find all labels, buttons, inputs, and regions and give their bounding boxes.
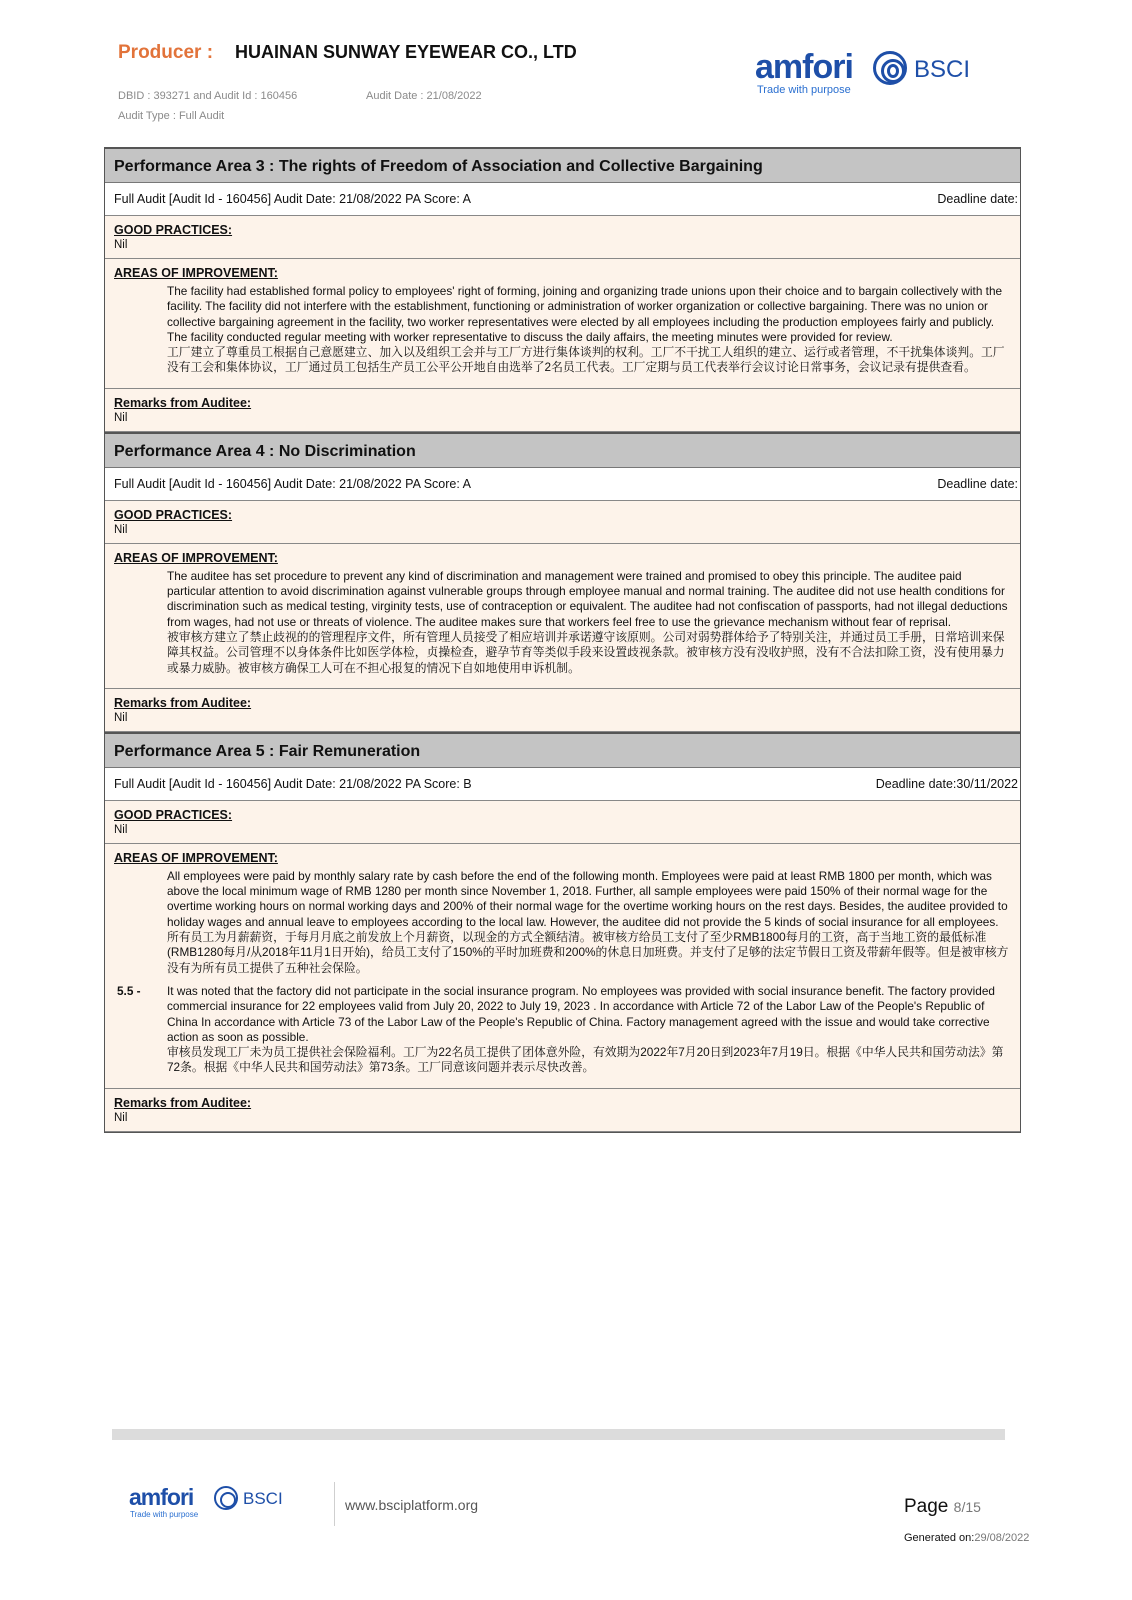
pa4-improvement-en: The auditee has set procedure to prevent any kind of discrimination and management were trained and promised to obey this principle. The auditee paid particular attention to avoid discrimination against vulnerable groups through employee manual and normal training. The auditee did not use health conditions for discrimination such as medical testing, virginity tests, use of contraception or equivalent. The auditee had not confiscation of passports, had not illegal deductions from wages, had not use or threats of violence. The auditee makes sure that workers feel free to use the grievance mechanism without fear of reprisal. <box>167 568 1008 629</box>
audit-type-line: Audit Type : Full Audit <box>118 110 225 122</box>
remarks-value: Nil <box>114 411 128 424</box>
page-label: Page <box>904 1496 949 1517</box>
remarks-value: Nil <box>114 711 128 724</box>
pa3-improvement-text <box>167 284 1011 376</box>
remarks-heading: Remarks from Auditee: <box>114 1095 252 1110</box>
pa5-improvement-en: All employees were paid by monthly salary rate by cash before the end of the following month. Employees were paid at least RMB 1800 per month, which was above the local minimum wage of RMB 1280 per month since November 1, 2018. Further, all sample employees were paid 150% of their normal wage for the overtime working hours on normal working days and 200% of their normal wage for the overtime working hours on the rest days. Besides, the auditee provided to holiday wages and annual leave to employees according to the local law. However, the auditee did not provide the 5 kinds of social insurance for all employees. <box>167 868 1008 929</box>
pa3-good-practices <box>105 216 1020 259</box>
performance-report <box>104 147 1021 1133</box>
logo-wordmark: amfori <box>755 48 853 86</box>
pa5-audit-info: Full Audit [Audit Id - 160456] Audit Date: 21/08/2022 PA Score: B <box>114 776 472 791</box>
amfori-ring-icon <box>214 1486 238 1510</box>
pa4-audit-info: Full Audit [Audit Id - 160456] Audit Date: 21/08/2022 PA Score: A <box>114 476 471 491</box>
pa5-title: Performance Area 5 : Fair Remuneration <box>105 732 1020 768</box>
good-practices-value: Nil <box>114 239 128 251</box>
pa3-remarks <box>105 389 1020 432</box>
pa4-good-practices <box>105 501 1020 544</box>
amfori-ring-icon <box>873 51 907 85</box>
generated-date: 29/08/2022 <box>974 1532 1030 1544</box>
dbid-line: DBID : 393271 and Audit Id : 160456 <box>118 90 298 102</box>
good-practices-heading: GOOD PRACTICES: <box>114 507 233 522</box>
improvement-heading: AREAS OF IMPROVEMENT: <box>114 850 278 865</box>
footer-divider-bar <box>112 1429 1005 1440</box>
remarks-heading: Remarks from Auditee: <box>114 395 252 410</box>
pa5-improvement-text <box>167 869 1011 976</box>
pa5-improvement-cn: 所有员工为月薪薪资，于每月月底之前发放上个月薪资，以现金的方式全额结清。被审核方给员工支付了至少RMB1800每月的工资，高于当地工资的最低标准(RMB1280每月/从2018年11月1日开始)，给员工支付了150%的平时加班费和200%的休息日加班费。并支付了足够的法定节假日工资及带薪年假等。但是被审核方没有为所有员工提供了五种社会保险。 <box>167 930 1009 975</box>
pa5-audit-line <box>105 768 1020 801</box>
good-practices-value: Nil <box>114 823 128 836</box>
pa5-good-practices <box>105 801 1020 844</box>
finding-text <box>167 984 1011 1076</box>
pa4-improvement-cn: 被审核方建立了禁止歧视的的管理程序文件，所有管理人员接受了相应培训并承诺遵守该原则。公司对弱势群体给予了特别关注，并通过员工手册，日常培训来保障其权益。公司管理不以身体条件比如医学体检，贞操检查，避孕节育等类似手段来设置歧视条款。被审核方没有没收护照，没有不合法扣除工资，没有使用暴力或暴力威胁。被审核方确保工人可在不担心报复的情况下自如地使用申诉机制。 <box>167 629 1005 675</box>
improvement-heading: AREAS OF IMPROVEMENT: <box>114 550 278 565</box>
pa5-finding-5-5 <box>114 984 1011 1076</box>
pa4-deadline: Deadline date: <box>937 476 1018 491</box>
pa4-areas-of-improvement <box>105 544 1020 689</box>
amfori-bsci-logo <box>755 48 970 102</box>
footer-website-link[interactable]: www.bsciplatform.org <box>345 1497 479 1513</box>
remarks-heading: Remarks from Auditee: <box>114 695 252 710</box>
pa3-areas-of-improvement <box>105 259 1020 389</box>
remarks-value: Nil <box>114 1111 128 1124</box>
pa4-title: Performance Area 4 : No Discrimination <box>105 432 1020 468</box>
pa4-audit-line <box>105 468 1020 501</box>
page-indicator <box>904 1496 981 1518</box>
logo-tagline: Trade with purpose <box>757 84 851 96</box>
producer-name: HUAINAN SUNWAY EYEWEAR CO., LTD <box>235 42 577 62</box>
good-practices-heading: GOOD PRACTICES: <box>114 807 233 822</box>
pa4-remarks <box>105 689 1020 732</box>
footer-logo-tagline: Trade with purpose <box>130 1510 199 1519</box>
pa3-improvement-cn: 工厂建立了尊重员工根据自己意愿建立、加入以及组织工会并与工厂方进行集体谈判的权利。工厂不干扰工人组织的建立、运行或者管理，不干扰集体谈判。工厂没有工会和集体协议，工厂通过员工包括生产员工公平公开地自由选举了2名员工代表。工厂定期与员工代表举行会议讨论日常事务，会议记录有提供查看。 <box>167 345 1005 375</box>
finding-cn: 审核员发现工厂未为员工提供社会保险福利。工厂为22名员工提供了团体意外险，有效期为2022年7月20日到2023年7月19日。根据《中华人民共和国劳动法》第72条。根据《中华人民共和国劳动法》第73条。工厂同意该问题并表示尽快改善。 <box>167 1045 1004 1075</box>
good-practices-heading: GOOD PRACTICES: <box>114 223 233 237</box>
finding-en: It was noted that the factory did not participate in the social insurance program. No employees was provided with social insurance benefit. The factory provided commercial insurance for 22 employees valid from July 20, 2022 to July 19, 2023 . In accordance with Article 72 of the Labor Law of the People's Republic of China In accordance with Article 73 of the Labor Law of the People's Republic of China. Factory management agreed with the issue and would take corrective action as soon as possible. <box>167 983 995 1044</box>
pa3-improvement-en: The facility had established formal policy to employees' right of forming, joining and organizing trade unions upon their choice and to bargain collectively with the facility. The facility did not interfere with the establishment, functioning or administration of worker organization or collective bargaining. There was no union or collective bargaining agreement in the facility, two worker representatives were elected by all employees including the production employees fairly and publicly. The facility conducted regular meeting with worker representative to discuss the daily affairs, the meeting minutes were provided for review. <box>167 284 1003 344</box>
producer-label: Producer : <box>118 42 214 63</box>
improvement-heading: AREAS OF IMPROVEMENT: <box>114 266 278 280</box>
audit-date-line: Audit Date : 21/08/2022 <box>366 90 482 102</box>
footer-amfori-logo <box>129 1484 289 1524</box>
pa3-title: Performance Area 3 : The rights of Freedom of Association and Collective Bargaining <box>105 147 1020 183</box>
page-number: 8/15 <box>953 1499 981 1515</box>
generated-on <box>904 1532 1029 1544</box>
footer-logo-bsci: BSCI <box>243 1489 283 1508</box>
footer-logo-wordmark: amfori <box>129 1484 194 1510</box>
pa3-deadline: Deadline date: <box>937 192 1018 206</box>
pa3-audit-info: Full Audit [Audit Id - 160456] Audit Date: 21/08/2022 PA Score: A <box>114 192 471 206</box>
pa3-audit-line <box>105 183 1020 216</box>
pa4-improvement-text <box>167 569 1011 676</box>
footer-separator <box>334 1482 335 1526</box>
logo-bsci: BSCI <box>914 56 971 83</box>
pa5-remarks <box>105 1089 1020 1132</box>
pa5-areas-of-improvement <box>105 844 1020 1089</box>
generated-label: Generated on: <box>904 1532 975 1544</box>
finding-number: 5.5 - <box>117 983 141 998</box>
pa5-deadline: Deadline date:30/11/2022 <box>875 776 1018 791</box>
good-practices-value: Nil <box>114 523 128 536</box>
